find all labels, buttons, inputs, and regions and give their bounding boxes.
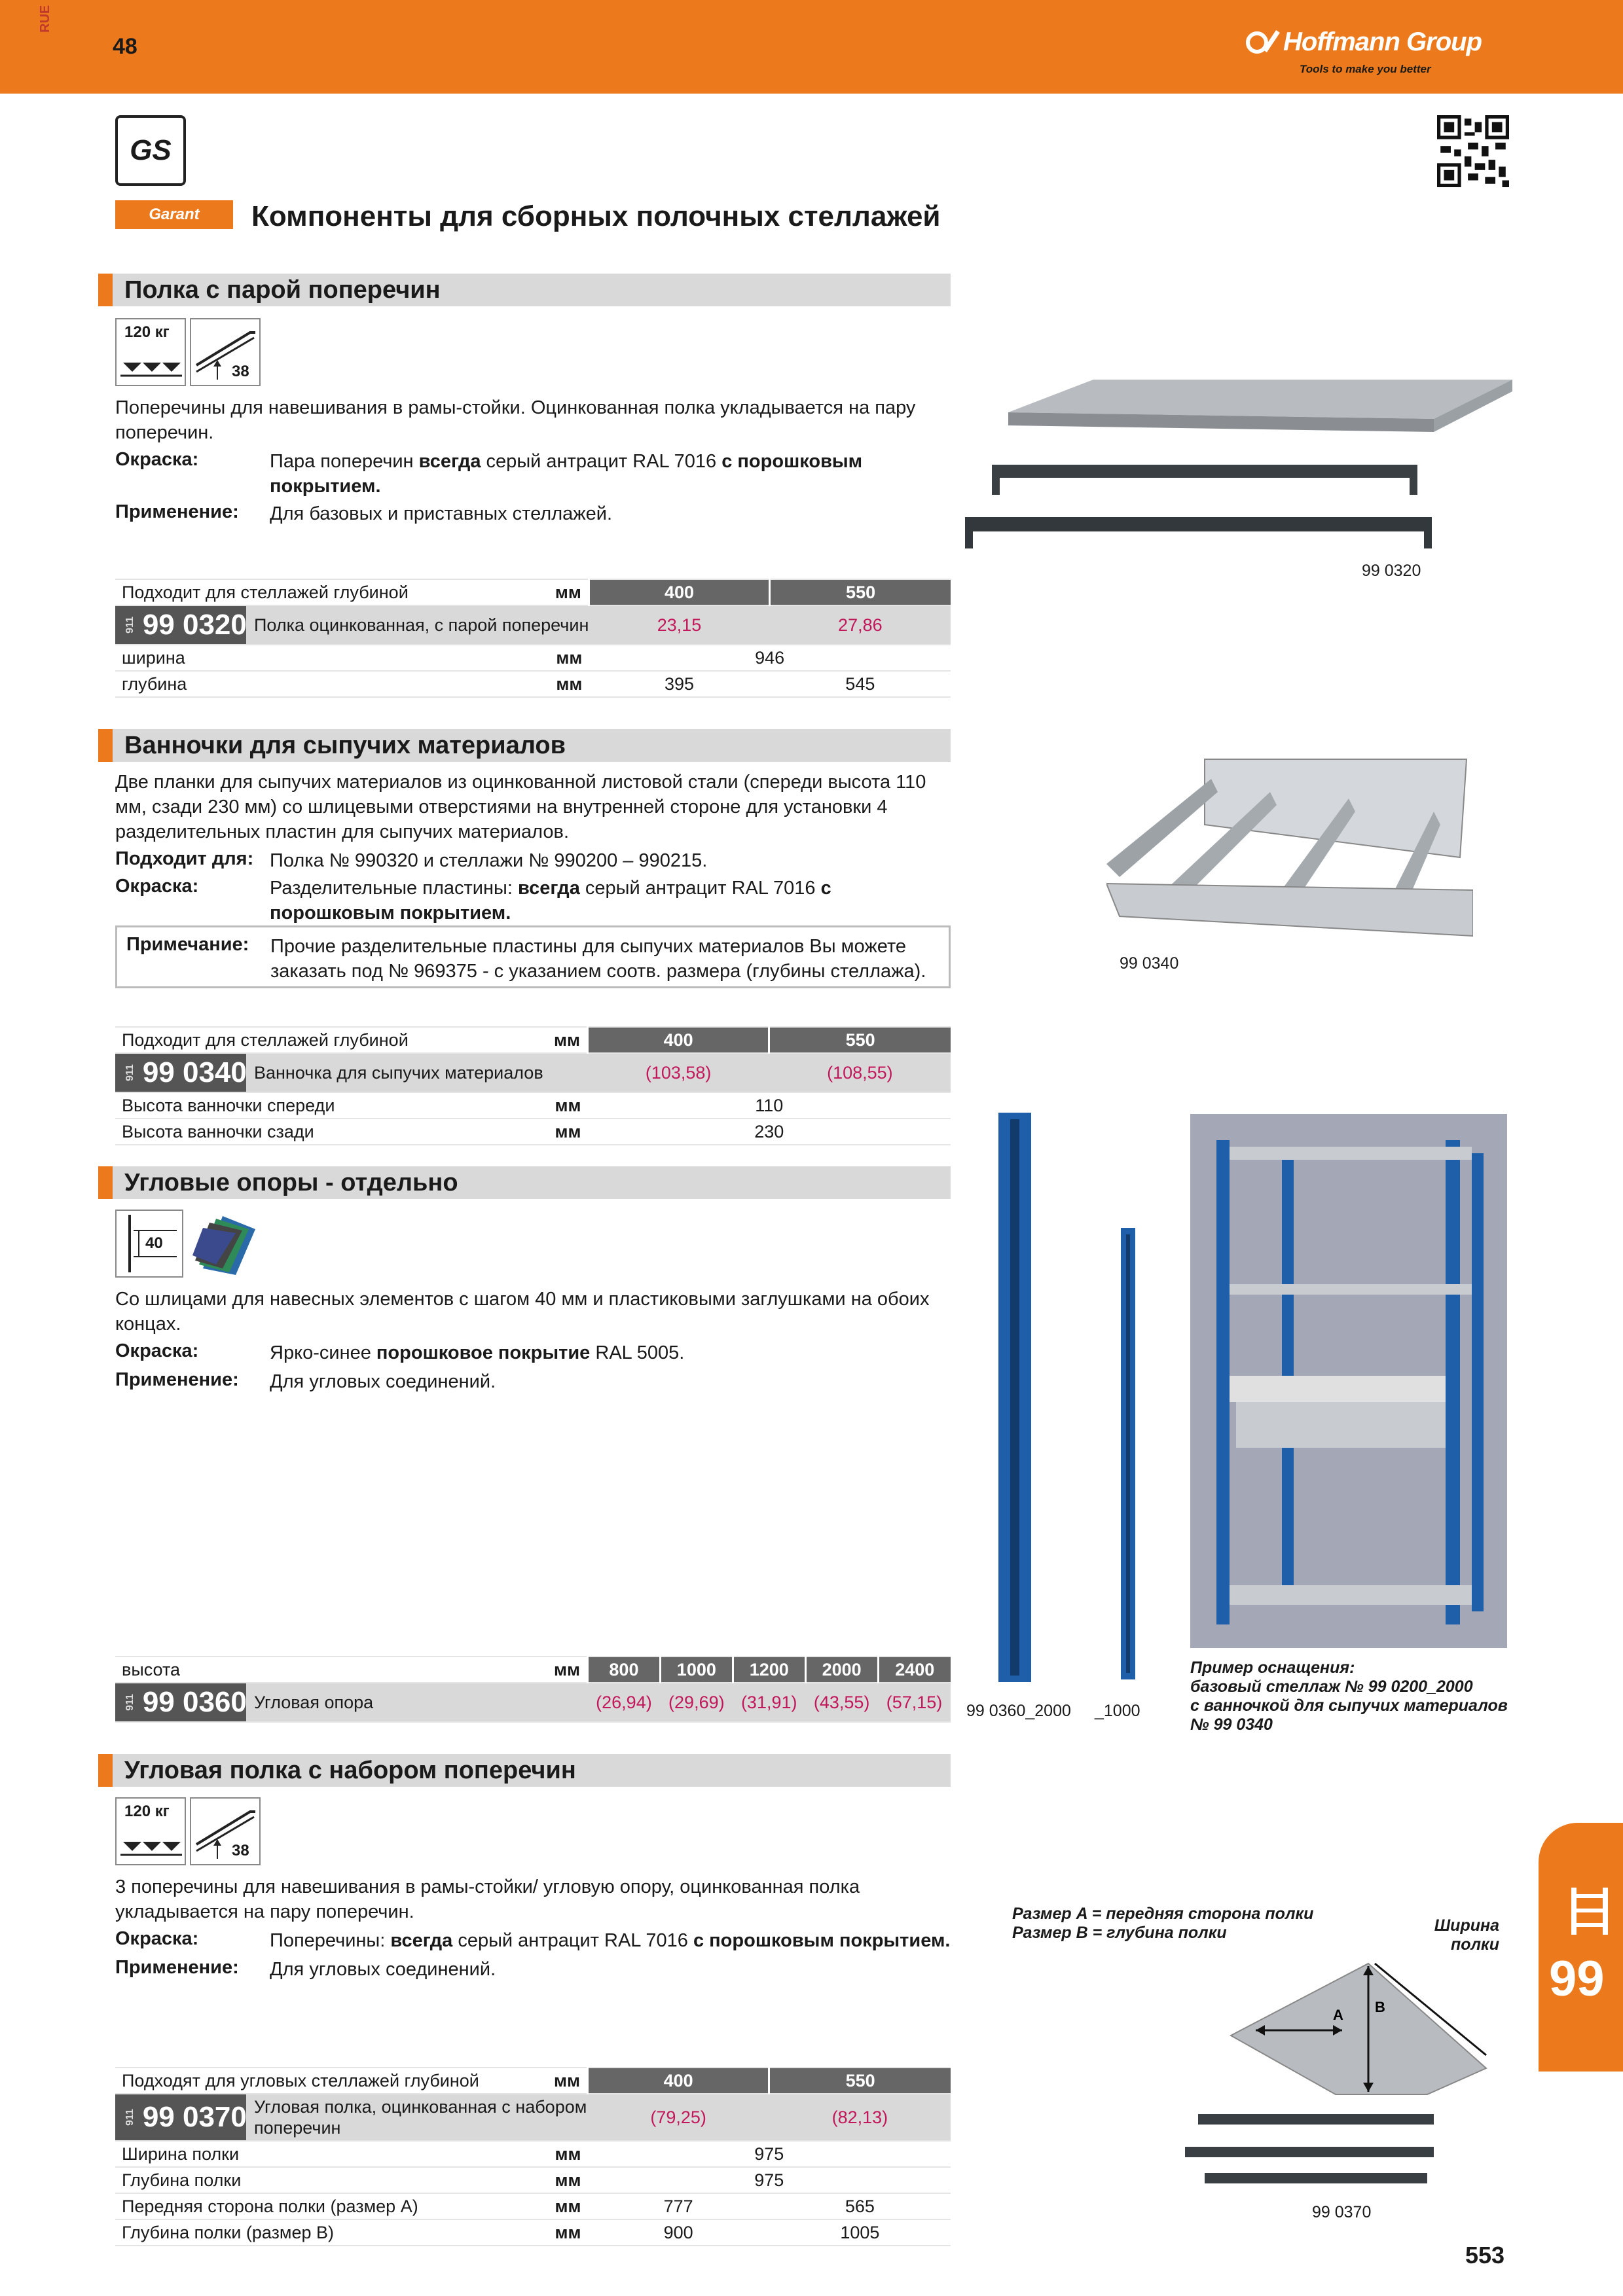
price-1200: (31,91) [733, 1683, 805, 1722]
col-550: 550 [769, 1027, 951, 1053]
paint-label: Окраска: [115, 876, 199, 897]
row-unit: мм [508, 2219, 588, 2246]
article-code: 99 0370 [142, 2101, 247, 2133]
row-label: Высота ванночки спереди [115, 1092, 508, 1119]
paint-text-c: серый антрацит RAL 7016 [481, 451, 722, 472]
bin-image-caption: 99 0340 [1120, 954, 1179, 973]
table-row [115, 2167, 951, 2193]
paint-text-b: всегда [390, 1930, 453, 1951]
row-value: 777 [588, 2193, 769, 2219]
col-2400: 2400 [878, 1657, 951, 1683]
price-550: (82,13) [769, 2094, 951, 2141]
slot-pitch-icon [115, 1210, 183, 1278]
row-unit: мм [508, 2167, 588, 2193]
gs-certification-badge: GS [115, 115, 186, 186]
shelf-profile-icon [190, 318, 261, 386]
table-header-unit: мм [508, 2068, 588, 2094]
corner-shelf-caption: 99 0370 [1312, 2203, 1372, 2221]
row-label: глубина [115, 671, 509, 697]
row-label: Передняя сторона полки (размер A) [115, 2193, 508, 2219]
fit-text: Полка № 990320 и стеллажи № 990200 – 990215. [270, 850, 708, 871]
row-unit: мм [509, 671, 589, 697]
col-1000: 1000 [660, 1657, 733, 1683]
article-description: Угловая опора [254, 1692, 374, 1712]
price-400: (79,25) [588, 2094, 769, 2141]
price-2400: (57,15) [878, 1683, 951, 1722]
table-row [115, 1119, 951, 1145]
row-label: ширина [115, 645, 509, 671]
paint-text-a: Поперечины: [270, 1930, 391, 1951]
application-text: Для базовых и приставных стеллажей. [270, 503, 613, 524]
example-line: с ванночкой для сыпучих материалов [1190, 1696, 1508, 1715]
paint-text-d: с порошковым покрытием. [270, 451, 863, 497]
article-description [246, 2096, 587, 2138]
article-number[interactable] [115, 2094, 246, 2140]
garant-brand-badge: Garant [115, 200, 233, 229]
col-1200: 1200 [733, 1657, 805, 1683]
load-capacity-label: 120 кг [124, 323, 170, 341]
paint-text-a: Разделительные пластины: [270, 878, 518, 899]
row-value: 946 [589, 645, 951, 671]
corner-post-caption-1000: _1000 [1095, 1702, 1140, 1720]
row-value: 975 [588, 2141, 951, 2167]
load-capacity-icon [115, 318, 186, 386]
table-row [115, 2219, 951, 2246]
row-value: 110 [588, 1092, 951, 1119]
note-text: Прочие разделительные пластины для сыпучих материалов Вы можете заказать под № 969375 - с указанием соотв. размера (глубины стеллажа). [270, 936, 926, 982]
weight-arrows-icon [117, 350, 185, 382]
price-400: 23,15 [589, 605, 769, 645]
row-value: 230 [588, 1119, 951, 1145]
row-label: Ширина полки [115, 2141, 508, 2167]
shelf-product-image [962, 367, 1519, 576]
row-value: 395 [589, 671, 769, 697]
legend-line: Размер B = глубина полки [1012, 1924, 1227, 1942]
paint-text-b: всегда [517, 878, 580, 899]
article-cell [115, 605, 589, 645]
row-unit: мм [509, 645, 589, 671]
article-number[interactable] [115, 1683, 246, 1721]
row-value: 975 [588, 2167, 951, 2193]
corner-post-caption-2000: 99 0360_2000 [966, 1702, 1071, 1720]
note-box [115, 925, 951, 988]
article-code: 99 0320 [142, 609, 247, 641]
article-description-line: поперечин [254, 2118, 341, 2138]
article-cell [115, 1683, 588, 1722]
col-400: 400 [589, 579, 769, 605]
weight-arrows-icon [117, 1829, 185, 1861]
brand-name: Hoffmann Group [1283, 27, 1482, 56]
row-value: 565 [769, 2193, 951, 2219]
article-number[interactable] [115, 1054, 246, 1092]
section-title-bin: Ванночки для сыпучих материалов [98, 729, 951, 762]
paint-text [270, 1340, 684, 1365]
row-unit: мм [508, 1092, 588, 1119]
article-description: Ванночка для сыпучих материалов [254, 1062, 543, 1083]
row-value: 900 [588, 2219, 769, 2246]
row-label: Глубина полки [115, 2167, 508, 2193]
paint-text [270, 1928, 950, 1953]
paint-text-a: Ярко-синее [270, 1342, 376, 1363]
article-description: Полка оцинкованная, с парой поперечин [254, 615, 589, 635]
price-1000: (29,69) [660, 1683, 733, 1722]
section-title-corner-post: Угловые опоры - отдельно [98, 1166, 951, 1199]
price-550: (108,55) [769, 1053, 951, 1092]
row-label: Глубина полки (размер B) [115, 2219, 508, 2246]
table-header-label: высота [115, 1657, 508, 1683]
dim-a-label: A [1333, 2007, 1343, 2023]
paint-label: Окраска: [115, 1928, 199, 1949]
shelf-spec-table [115, 579, 951, 698]
paint-text-c: RAL 5005. [590, 1342, 685, 1363]
corner-post-spec-table [115, 1656, 951, 1723]
application-text: Для угловых соединений. [270, 1959, 496, 1980]
paint-text-c: серый антрацит RAL 7016 [452, 1930, 693, 1951]
bin-product-image [1106, 753, 1473, 949]
section-title-corner-shelf: Угловая полка с набором поперечин [98, 1754, 951, 1787]
article-prefix: 911 [124, 1064, 136, 1081]
chapter-tab[interactable] [1539, 1823, 1623, 2072]
row-unit: мм [508, 2141, 588, 2167]
table-row [115, 2193, 951, 2219]
fit-label: Подходит для: [115, 848, 254, 869]
row-value: 1005 [769, 2219, 951, 2246]
width-label-line: полки [1450, 1935, 1499, 1954]
shelf-width-label [1431, 1916, 1499, 1954]
example-rack-photo [1190, 1114, 1507, 1648]
dim-b-label: B [1375, 1999, 1385, 2015]
col-550: 550 [769, 2068, 951, 2094]
table-header-label: Подходят для угловых стеллажей глубиной [115, 2068, 508, 2094]
table-header-label: Подходит для стеллажей глубиной [115, 579, 509, 605]
application-label: Применение: [115, 1369, 239, 1390]
catalog-page-number: 48 [113, 34, 137, 59]
article-prefix: 911 [124, 2109, 136, 2126]
col-400: 400 [588, 2068, 769, 2094]
paint-text [270, 449, 951, 499]
paint-label: Окраска: [115, 1340, 199, 1361]
corner-post-1000-image [1118, 1228, 1138, 1686]
table-row [115, 1092, 951, 1119]
paint-label: Окраска: [115, 449, 199, 470]
article-prefix: 911 [124, 617, 136, 634]
article-cell [115, 1053, 588, 1092]
table-row [115, 645, 951, 671]
example-caption [1190, 1659, 1508, 1734]
article-number[interactable] [115, 606, 246, 644]
paint-text-a: Пара поперечин [270, 451, 419, 472]
application-label: Применение: [115, 1957, 239, 1978]
table-header-label: Подходит для стеллажей глубиной [115, 1027, 508, 1053]
load-capacity-icon [115, 1797, 186, 1865]
corner-shelf-image [1178, 1957, 1506, 2219]
page-number: 553 [1465, 2242, 1505, 2269]
col-400: 400 [588, 1027, 769, 1053]
table-row [115, 2141, 951, 2167]
paint-text [270, 876, 951, 925]
shelving-chapter-icon [1569, 1885, 1611, 1937]
language-code: RUE [38, 5, 52, 33]
corner-shelf-spec-table [115, 2067, 951, 2246]
article-code: 99 0340 [142, 1056, 247, 1088]
paint-text-b: всегда [418, 451, 481, 472]
profile-height-value: 38 [232, 363, 249, 380]
application-text: Для угловых соединений. [270, 1371, 496, 1392]
article-code: 99 0360 [142, 1686, 247, 1718]
section-title-shelf: Полка с парой поперечин [98, 274, 951, 306]
article-description-line: Угловая полка, оцинкованная с набором [254, 2097, 587, 2117]
example-line: № 99 0340 [1190, 1715, 1273, 1734]
row-value: 545 [770, 671, 951, 697]
chapter-number: 99 [1549, 1951, 1605, 2007]
row-unit: мм [508, 1119, 588, 1145]
shelf-description: Поперечины для навешивания в рамы-стойки. Оцинкованная полка укладывается на пару поперечин. [115, 397, 916, 443]
load-capacity-label: 120 кг [124, 1803, 170, 1820]
price-800: (26,94) [588, 1683, 661, 1722]
bin-spec-table [115, 1026, 951, 1145]
shelf-profile-icon [190, 1797, 261, 1865]
dimension-legend [1012, 1905, 1313, 1943]
corner-shelf-description: 3 поперечины для навешивания в рамы-стойки/ угловую опору, оцинкованная полка укладывается на пару поперечин. [115, 1876, 860, 1922]
legend-line: Размер A = передняя сторона полки [1012, 1905, 1314, 1923]
table-header-unit: мм [508, 1027, 588, 1053]
paint-text-c: серый антрацит RAL 7016 [579, 878, 821, 899]
corner-post-2000-image [992, 1113, 1038, 1689]
col-2000: 2000 [805, 1657, 878, 1683]
bin-description: Две планки для сыпучих материалов из оцинкованной листовой стали (спереди высота 110 мм, сзади 230 мм) со шлицевыми отверстиями на внутренней стороне для установки 4 разделительных пластин для сыпучих материалов. [115, 772, 926, 842]
corner-post-description: Со шлицами для навесных элементов с шагом 40 мм и пластиковыми заглушками на обоих концах. [115, 1289, 930, 1335]
table-header-unit: мм [508, 1657, 588, 1683]
slot-pitch-value: 40 [145, 1234, 163, 1252]
paint-text-d: с порошковым покрытием. [270, 878, 831, 924]
price-2000: (43,55) [805, 1683, 878, 1722]
page-title: Компоненты для сборных полочных стеллажей [251, 200, 941, 232]
col-550: 550 [770, 579, 951, 605]
paint-text-d: с порошковым покрытием. [693, 1930, 951, 1951]
example-line: базовый стеллаж № 99 0200_2000 [1190, 1677, 1473, 1696]
article-prefix: 911 [124, 1694, 136, 1711]
row-unit: мм [508, 2193, 588, 2219]
table-header-unit: мм [509, 579, 589, 605]
price-400: (103,58) [588, 1053, 769, 1092]
width-label-line: Ширина [1434, 1916, 1499, 1935]
row-label: Высота ванночки сзади [115, 1119, 508, 1145]
application-label: Применение: [115, 501, 239, 522]
example-line: Пример оснащения: [1190, 1659, 1355, 1677]
qr-code-icon[interactable] [1437, 115, 1509, 187]
hoffmann-logo-icon [1244, 26, 1283, 59]
article-cell [115, 2094, 588, 2141]
price-550: 27,86 [770, 605, 951, 645]
color-swatches-icon [190, 1210, 261, 1278]
paint-text-b: порошковое покрытие [376, 1342, 591, 1363]
col-800: 800 [588, 1657, 661, 1683]
swatch-fan-icon [190, 1210, 261, 1278]
table-row [115, 671, 951, 697]
shelf-image-caption: 99 0320 [1362, 562, 1421, 580]
note-label: Примечание: [126, 934, 249, 955]
profile-height-value: 38 [232, 1842, 249, 1859]
brand-slogan: Tools to make you better [1300, 63, 1431, 75]
